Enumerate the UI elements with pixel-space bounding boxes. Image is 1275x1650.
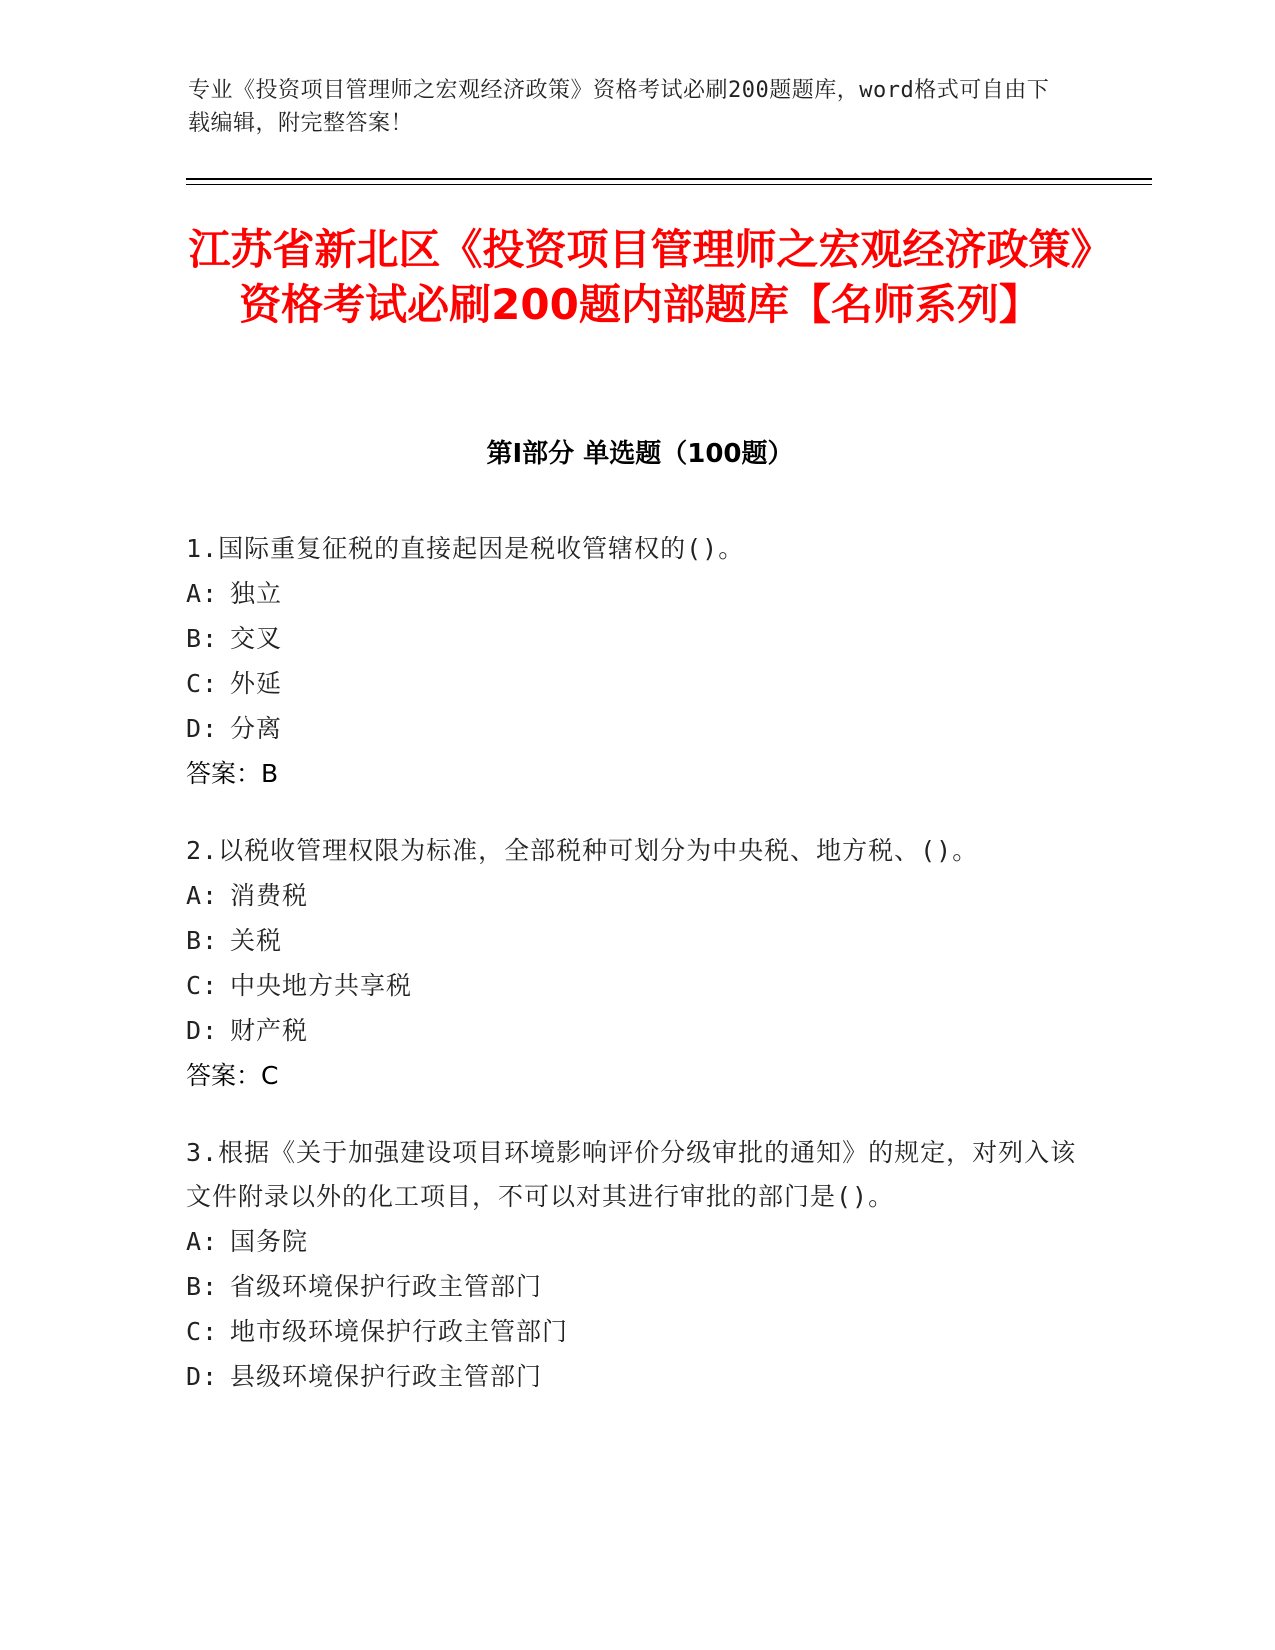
- option-b: [186, 1264, 1086, 1309]
- option-b: [186, 918, 1086, 963]
- option-key: C:: [186, 971, 219, 1000]
- option-d: [186, 706, 1086, 751]
- question-3: [186, 1131, 1086, 1399]
- option-text: 地市级环境保护行政主管部门: [230, 1317, 569, 1346]
- option-key: C:: [186, 1317, 219, 1346]
- option-text: 县级环境保护行政主管部门: [230, 1362, 543, 1391]
- header-note: 专业《投资项目管理师之宏观经济政策》资格考试必刷200题题库，word格式可自由下载编辑，附完整答案！: [188, 78, 1050, 136]
- question-stem: 1.国际重复征税的直接起因是税收管辖权的()。: [186, 534, 745, 563]
- option-d: [186, 1354, 1086, 1399]
- question-answer: 答案：B: [186, 759, 279, 788]
- option-key: A:: [186, 1227, 219, 1256]
- option-key: A:: [186, 881, 219, 910]
- option-text: 关税: [230, 926, 283, 955]
- question-list: [186, 527, 1086, 1432]
- question-1: [186, 527, 1086, 796]
- question-stem: 2.以税收管理权限为标准，全部税种可划分为中央税、地方税、()。: [186, 836, 979, 865]
- question-answer: 答案：C: [186, 1061, 279, 1090]
- question-stem: 3.根据《关于加强建设项目环境影响评价分级审批的通知》的规定，对列入该文件附录以外的化工项目，不可以对其进行审批的部门是()。: [186, 1138, 1077, 1211]
- option-text: 中央地方共享税: [230, 971, 413, 1000]
- option-key: D:: [186, 1016, 219, 1045]
- option-text: 外延: [230, 669, 283, 698]
- option-b: [186, 616, 1086, 661]
- option-text: 国务院: [230, 1227, 309, 1256]
- option-text: 省级环境保护行政主管部门: [230, 1272, 543, 1301]
- option-c: [186, 661, 1086, 706]
- option-d: [186, 1008, 1086, 1053]
- option-key: B:: [186, 624, 219, 653]
- option-key: D:: [186, 714, 219, 743]
- header-rule-thick: [186, 178, 1152, 180]
- option-key: B:: [186, 926, 219, 955]
- option-text: 交叉: [230, 624, 283, 653]
- option-c: [186, 1309, 1086, 1354]
- section-title: 第I部分 单选题（100题）: [486, 439, 794, 469]
- option-a: [186, 873, 1086, 918]
- option-a: [186, 571, 1086, 616]
- option-key: C:: [186, 669, 219, 698]
- option-text: 财产税: [230, 1016, 309, 1045]
- question-2: [186, 829, 1086, 1098]
- option-key: B:: [186, 1272, 219, 1301]
- option-c: [186, 963, 1086, 1008]
- option-text: 消费税: [230, 881, 309, 910]
- option-key: D:: [186, 1362, 219, 1391]
- option-text: 分离: [230, 714, 283, 743]
- option-a: [186, 1219, 1086, 1264]
- header-rule-thin: [186, 184, 1152, 185]
- document-title: 江苏省新北区《投资项目管理师之宏观经济政策》资格考试必刷200题内部题库【名师系列】: [188, 225, 1092, 329]
- option-key: A:: [186, 579, 219, 608]
- option-text: 独立: [230, 579, 283, 608]
